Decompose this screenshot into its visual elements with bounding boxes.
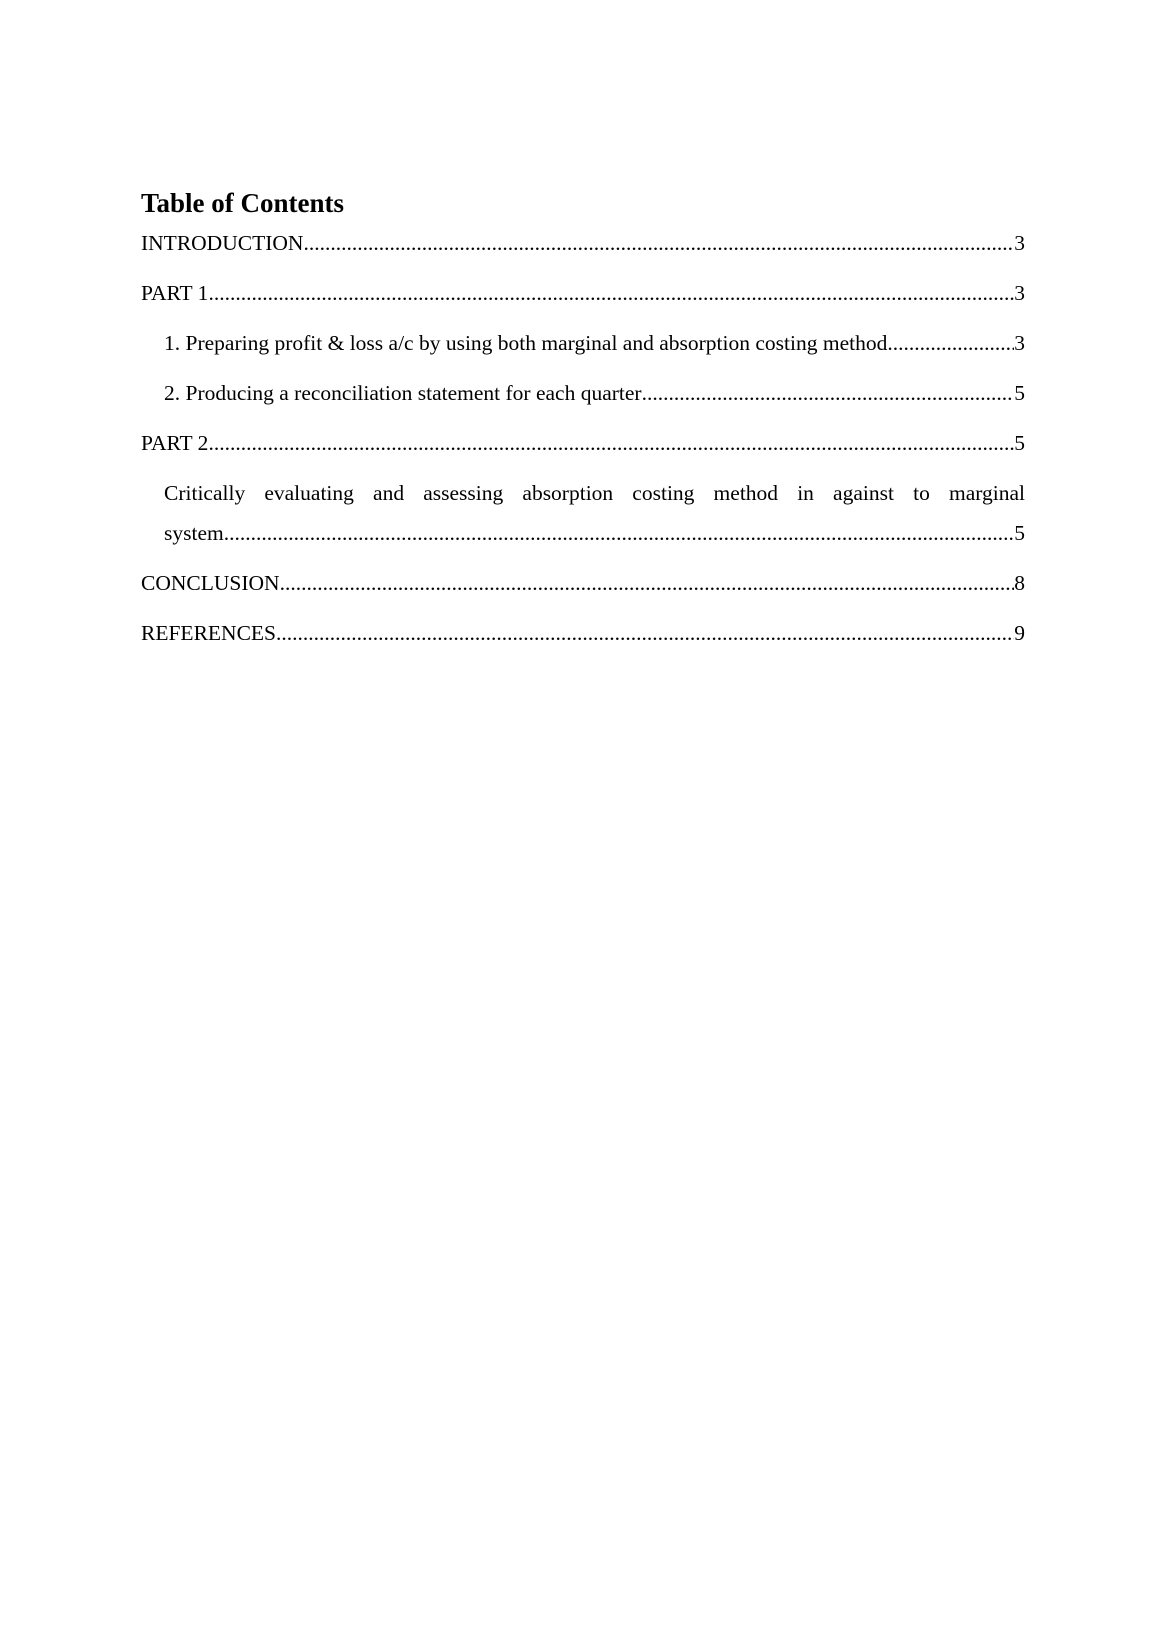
toc-entry-introduction[interactable] [141,228,1025,258]
toc-entry-label: PART 1 [141,281,209,305]
toc-entry-reconciliation[interactable] [141,378,1025,408]
toc-title: Table of Contents [141,188,345,218]
toc-dot-leader [642,378,1015,408]
toc-page-number: 3 [1014,231,1025,255]
toc-entry-references[interactable] [141,618,1025,648]
toc-entry-label-line-2: system [164,521,224,545]
toc-page-number: 9 [1014,621,1025,645]
toc-page-number: 5 [1014,381,1025,405]
toc-entry-conclusion[interactable] [141,568,1025,598]
toc-entry-part-1[interactable] [141,278,1025,308]
toc-entry-label-line-1: Critically evaluating and assessing absorption costing method in against to marginal [164,481,1025,505]
toc-entry-label: PART 2 [141,431,209,455]
toc-entry-label: INTRODUCTION [141,231,304,255]
toc-page-number: 3 [1014,331,1025,355]
toc-entry-label: REFERENCES [141,621,276,645]
toc-dot-leader [224,518,1015,548]
toc-entry-label: 1. Preparing profit & loss a/c by using both marginal and absorption costing method [164,331,888,355]
toc-dot-leader [208,428,1014,458]
toc-entry-part-2[interactable] [141,428,1025,458]
toc-page-number: 5 [1014,521,1025,545]
toc-page-number: 3 [1014,281,1025,305]
toc-entry-label: CONCLUSION [141,571,280,595]
toc-dot-leader [303,228,1014,258]
document-page [141,186,1025,668]
toc-page-number: 8 [1014,571,1025,595]
toc-page-number: 5 [1014,431,1025,455]
toc-entry-critical-evaluation[interactable] [141,478,1025,548]
toc-entry-profit-loss[interactable] [141,328,1025,358]
toc-dot-leader [280,568,1015,598]
toc-dot-leader [887,328,1014,358]
toc-dot-leader [276,618,1014,648]
toc-entry-label: 2. Producing a reconciliation statement for each quarter [164,381,642,405]
toc-dot-leader [208,278,1014,308]
